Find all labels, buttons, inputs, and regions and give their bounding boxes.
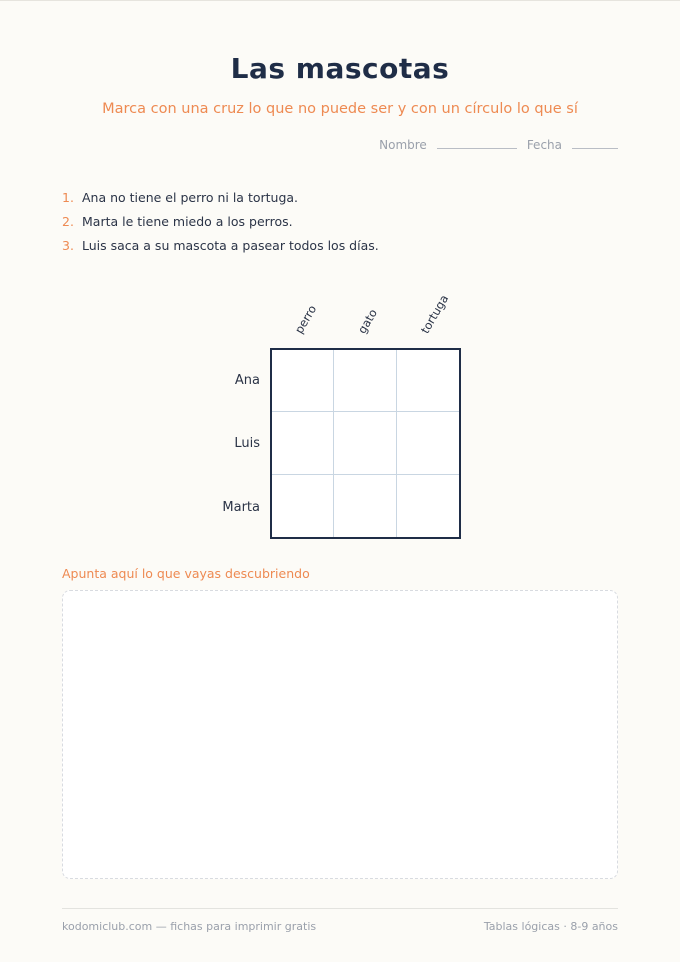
grid-cell-ana-perro[interactable] xyxy=(272,350,334,412)
name-blank-line[interactable] xyxy=(437,147,517,149)
clue-text: Ana no tiene el perro ni la tortuga. xyxy=(82,190,299,205)
grid-cell-marta-tortuga[interactable] xyxy=(397,475,459,537)
column-header-tortuga: tortuga xyxy=(417,292,452,336)
name-date-fields xyxy=(379,138,618,152)
clue-number: 3. xyxy=(62,238,74,253)
clue-item xyxy=(62,236,379,260)
clue-number: 1. xyxy=(62,190,74,205)
notes-label: Apunta aquí lo que vayas descubriendo xyxy=(62,566,310,581)
grid-cell-marta-perro[interactable] xyxy=(272,475,334,537)
footer-site: kodomiclub.com — fichas para imprimir gratis xyxy=(62,920,317,933)
notes-area[interactable] xyxy=(62,590,618,879)
row-header-marta: Marta xyxy=(222,500,260,515)
date-label: Fecha xyxy=(526,138,562,152)
page-title: Las mascotas xyxy=(230,52,450,85)
grid-cell-luis-gato[interactable] xyxy=(334,412,396,474)
footer-category: Tablas lógicas · 8-9 años xyxy=(483,920,618,933)
clue-number: 2. xyxy=(62,214,74,229)
footer-divider xyxy=(62,908,618,909)
column-header-gato: gato xyxy=(354,306,380,336)
clue-item xyxy=(62,188,379,212)
name-label: Nombre xyxy=(379,138,427,152)
clue-list xyxy=(62,188,379,260)
instructions-subtitle: Marca con una cruz lo que no puede ser y con un círculo lo que sí xyxy=(102,101,578,117)
date-blank-line[interactable] xyxy=(572,147,618,149)
clue-text: Luis saca a su mascota a pasear todos los días. xyxy=(82,238,379,253)
row-header-ana: Ana xyxy=(234,373,260,388)
row-header-luis: Luis xyxy=(234,436,260,451)
grid-cell-luis-tortuga[interactable] xyxy=(397,412,459,474)
grid-cell-ana-gato[interactable] xyxy=(334,350,396,412)
logic-grid xyxy=(270,348,461,539)
clue-text: Marta le tiene miedo a los perros. xyxy=(82,214,293,229)
column-header-perro: perro xyxy=(291,302,320,336)
grid-cell-ana-tortuga[interactable] xyxy=(397,350,459,412)
grid-cell-marta-gato[interactable] xyxy=(334,475,396,537)
clue-item xyxy=(62,212,379,236)
grid-cell-luis-perro[interactable] xyxy=(272,412,334,474)
